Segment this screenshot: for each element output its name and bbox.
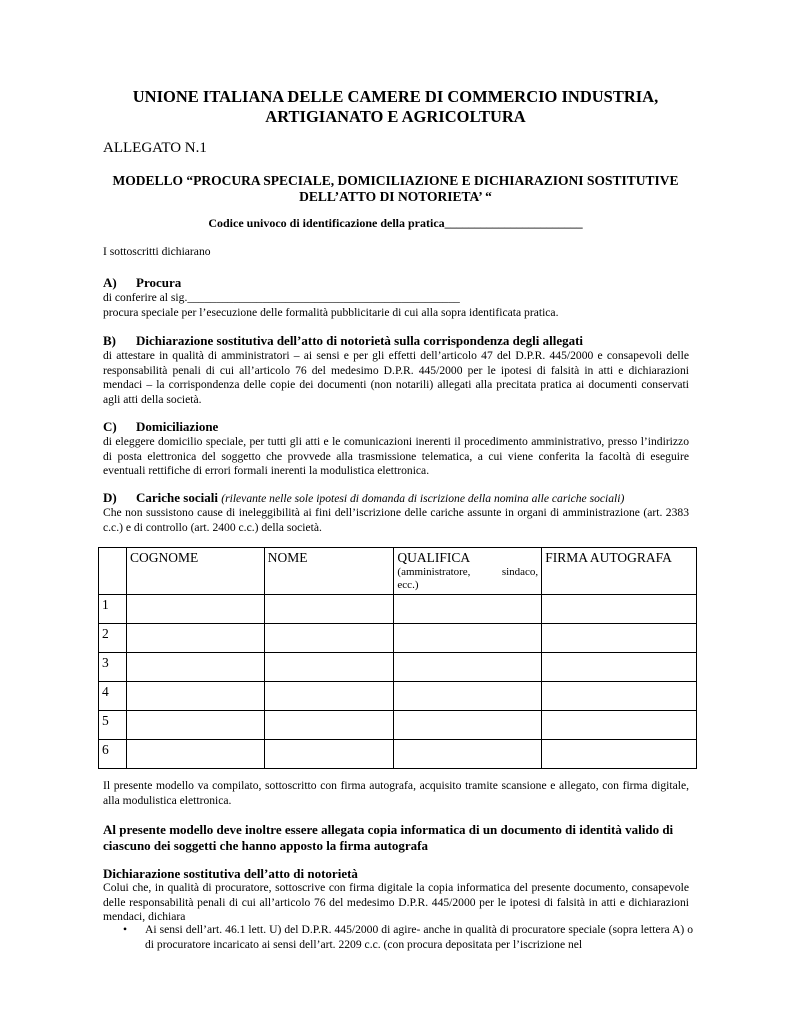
header-cognome: COGNOME — [126, 548, 264, 595]
dichiarazione-text: Colui che, in qualità di procuratore, sottoscrive con firma digitale la copia informatica del presente documento, consapevole delle responsabilità penali di cui all’articolo 76 del medesimo D.P.R. 445/2000 per le ipotesi di falsità in atti e dichiarazioni mendaci, dichiara — [103, 881, 689, 923]
cognome-cell[interactable] — [126, 624, 264, 653]
qualifica-cell[interactable] — [394, 624, 542, 653]
header-nome: NOME — [264, 548, 394, 595]
title-line-2: ARTIGIANATO E AGRICOLTURA — [265, 107, 526, 126]
cognome-cell[interactable] — [126, 711, 264, 740]
firma-cell[interactable] — [542, 653, 697, 682]
dichiarazione-list — [103, 923, 693, 952]
modello-line-2: DELL’ATTO DI NOTORIETA’ “ — [299, 189, 492, 204]
modello-heading — [100, 173, 691, 205]
qualifica-hint-1: (amministratore, sindaco, — [397, 566, 539, 578]
section-b-letter: B) — [103, 333, 116, 348]
dichiarazione-heading: Dichiarazione sostitutiva dell’atto di notorietà — [103, 866, 358, 881]
cognome-cell[interactable] — [126, 595, 264, 624]
title-line-1: UNIONE ITALIANA DELLE CAMERE DI COMMERCIO INDUSTRIA, — [132, 87, 659, 106]
section-c-heading — [103, 419, 689, 435]
list-item — [103, 923, 693, 952]
section-d-title: Cariche sociali — [136, 490, 218, 505]
codice-pratica-field: Codice univoco di identificazione della pratica_______________________ — [208, 216, 583, 230]
cognome-cell[interactable] — [126, 682, 264, 711]
table-row — [99, 653, 697, 682]
modello-line-1: MODELLO “PROCURA SPECIALE, DOMICILIAZIONE E DICHIARAZIONI SOSTITUTIVE — [112, 173, 679, 188]
section-c-text: di eleggere domicilio speciale, per tutti gli atti e le comunicazioni inerenti il procedimento amministrativo, presso l’indirizzo di posta elettronica del soggetto che provvede alla trasmissione telematica, a cui viene conferita la facoltà di eseguire eventuali rettifiche di errori formali inerenti la modulistica elettronica. — [103, 435, 689, 477]
qualifica-cell[interactable] — [394, 653, 542, 682]
qualifica-cell[interactable] — [394, 740, 542, 769]
intro-text: I sottoscritti dichiarano — [103, 245, 211, 258]
nome-cell[interactable] — [264, 624, 394, 653]
table-row — [99, 624, 697, 653]
bullet-icon: • — [123, 923, 128, 936]
allegato-label: ALLEGATO N.1 — [103, 140, 207, 156]
row-number: 5 — [99, 711, 127, 740]
table-header-row — [99, 548, 697, 595]
nome-cell[interactable] — [264, 711, 394, 740]
qualifica-hint-2: ecc.) — [397, 579, 419, 591]
row-number: 1 — [99, 595, 127, 624]
firma-cell[interactable] — [542, 711, 697, 740]
row-number: 3 — [99, 653, 127, 682]
cognome-cell[interactable] — [126, 740, 264, 769]
header-qualifica-label: QUALIFICA — [397, 550, 471, 565]
section-c — [103, 419, 689, 479]
nome-cell[interactable] — [264, 682, 394, 711]
firma-cell[interactable] — [542, 740, 697, 769]
allegata-copia-note: Al presente modello deve inoltre essere allegata copia informatica di un documento di identità valido di ciascuno dei soggetti che hanno apposto la firma autografa — [103, 822, 674, 853]
firma-cell[interactable] — [542, 595, 697, 624]
header-qualifica — [394, 548, 542, 595]
section-c-letter: C) — [103, 419, 117, 434]
section-a-heading — [103, 275, 689, 291]
bullet-1-text: Ai sensi dell’art. 46.1 lett. U) del D.P.R. 445/2000 di agire- anche in qualità di procuratore speciale (sopra lettera A) o di procuratore incaricato ai sensi dell’art. 2209 c.c. (con procura depositata per l’iscrizione nel — [145, 923, 693, 951]
section-b — [103, 333, 689, 407]
nome-cell[interactable] — [264, 740, 394, 769]
section-b-title: Dichiarazione sostitutiva dell’atto di notorietà sulla corrispondenza degli allegati — [136, 333, 584, 348]
section-a-title: Procura — [136, 275, 182, 290]
row-number: 4 — [99, 682, 127, 711]
section-b-text: di attestare in qualità di amministratori – ai sensi e per gli effetti dell’articolo 47 del D.P.R. 445/2000 e consapevoli delle responsabilità penali di cui all’articolo 76 del medesimo D.P.R. 445/2000 per le ipotesi di falsità in atti e dichiarazioni mendaci – la corrispondenza delle copie dei documenti (non notarili) allegati alla precitata pratica ai documenti conservati agli atti della società. — [103, 349, 689, 406]
section-a-letter: A) — [103, 275, 117, 290]
table-row — [99, 711, 697, 740]
compilazione-note: Il presente modello va compilato, sottoscritto con firma autografa, acquisito tramite scansione e allegato, con firma digitale, alla modulistica elettronica. — [103, 779, 689, 807]
table-row — [99, 682, 697, 711]
table-row — [99, 595, 697, 624]
section-b-heading — [103, 333, 689, 349]
cariche-table — [98, 547, 697, 769]
table-row — [99, 740, 697, 769]
section-a — [103, 275, 689, 320]
section-d-note: (rilevante nelle sole ipotesi di domanda di iscrizione della nomina alle cariche sociali) — [221, 492, 625, 505]
nome-cell[interactable] — [264, 653, 394, 682]
cognome-cell[interactable] — [126, 653, 264, 682]
document-title — [100, 87, 691, 127]
firma-cell[interactable] — [542, 624, 697, 653]
section-d-text: Che non sussistono cause di ineleggibilità ai fini dell’iscrizione delle cariche assunte in organi di amministrazione (art. 2383 c.c.) e di controllo (art. 2400 c.c.) della società. — [103, 506, 689, 534]
qualifica-cell[interactable] — [394, 711, 542, 740]
section-c-title: Domiciliazione — [136, 419, 219, 434]
row-number: 2 — [99, 624, 127, 653]
firma-cell[interactable] — [542, 682, 697, 711]
header-number-cell — [99, 548, 127, 595]
section-d-heading — [103, 490, 689, 506]
section-d-letter: D) — [103, 490, 117, 505]
nome-cell[interactable] — [264, 595, 394, 624]
procura-name-line: di conferire al sig._______________________________________________ — [103, 291, 460, 304]
procura-description: procura speciale per l’esecuzione delle formalità pubblicitarie di cui alla sopra identificata pratica. — [103, 305, 559, 319]
qualifica-cell[interactable] — [394, 595, 542, 624]
qualifica-cell[interactable] — [394, 682, 542, 711]
row-number: 6 — [99, 740, 127, 769]
header-firma: FIRMA AUTOGRAFA — [542, 548, 697, 595]
section-d — [103, 490, 689, 535]
